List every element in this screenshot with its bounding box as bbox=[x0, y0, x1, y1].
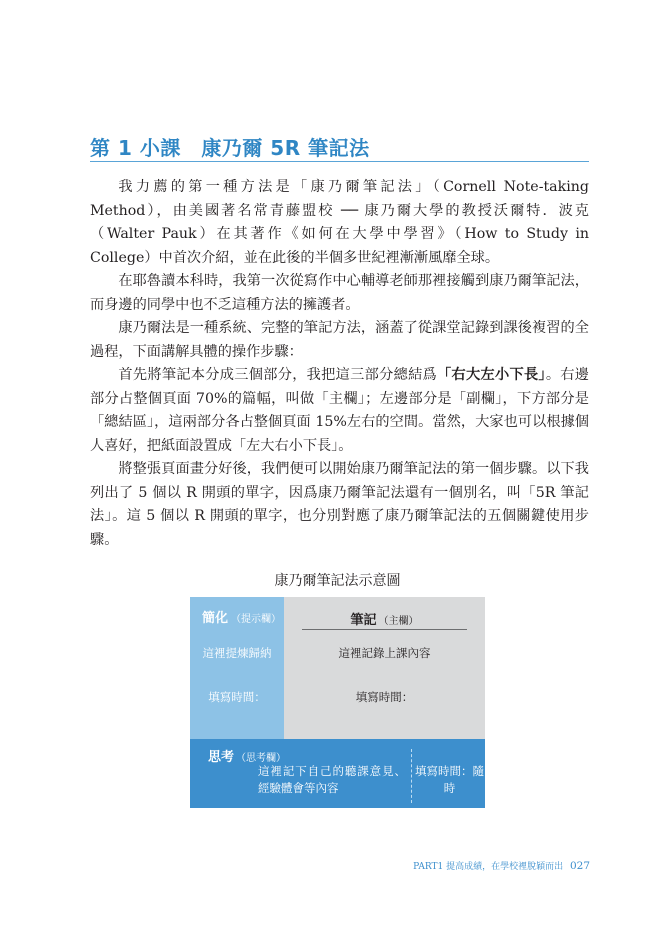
paragraph-3: 康乃爾法是一種系統、完整的筆記方法，涵蓋了從課堂記錄到課後複習的全過程，下面講解具體的操作步驟： bbox=[90, 320, 589, 360]
paragraph-2: 在耶魯讀本科時，我第一次從寫作中心輔導老師那裡接觸到康乃爾筆記法，而身邊的同學中也不乏這種方法的擁護者。 bbox=[90, 273, 589, 313]
summary-area bbox=[190, 739, 485, 808]
summary-text: 這裡記下自己的聽課意見、經驗體會等內容 bbox=[258, 764, 406, 795]
diagram-title: 康乃爾筆記法示意圖 bbox=[274, 573, 401, 589]
footer-part: PART1 bbox=[413, 862, 444, 872]
cue-time: 填寫時間： bbox=[208, 690, 266, 704]
paragraph-4-after: 。右邊部分占整個頁面 70%的篇幅，叫做「主欄」；左邊部分是「副欄」，下方部分是「總結區」，這兩部分各占整個頁面 15%左右的空間。當然，大家也可以根據個人喜好，把紙面設置成「左大右小下長」。 bbox=[90, 367, 589, 454]
paragraph-4-emphasis: 「右大左小下長」 bbox=[437, 367, 546, 383]
notes-title-text: 筆記 bbox=[350, 613, 377, 628]
heading-rule bbox=[90, 161, 589, 162]
body-text bbox=[90, 176, 589, 552]
lesson-heading: 第 1 小課 康乃爾 5R 筆記法 bbox=[90, 136, 370, 160]
notes-text: 這裡記錄上課內容 bbox=[338, 646, 431, 660]
notes-subtitle: （主欄） bbox=[378, 616, 419, 627]
page-number: 027 bbox=[569, 860, 590, 872]
footer-title: 提高成績，在學校裡脫穎而出 bbox=[446, 862, 564, 872]
cue-text: 這裡提煉歸納 bbox=[202, 646, 272, 660]
paragraph-4 bbox=[90, 364, 589, 458]
summary-divider bbox=[411, 749, 412, 803]
cue-title bbox=[202, 607, 281, 626]
summary-time: 填寫時間：隨時 bbox=[415, 764, 484, 795]
cornell-diagram bbox=[190, 597, 485, 808]
cue-column bbox=[190, 597, 284, 739]
paragraph-5: 將整張頁面畫分好後，我們便可以開始康乃爾筆記法的第一個步驟。以下我列出了 5 個以 R 開頭的單字，因爲康乃爾筆記法還有一個別名，叫「5R 筆記法」。這 5 個以 R 開頭的單字，也分別對應了康乃爾筆記法的五個關鍵使用步驟。 bbox=[90, 461, 589, 548]
summary-title-text: 思考 bbox=[208, 750, 235, 765]
notes-column bbox=[284, 597, 485, 739]
notes-title bbox=[284, 609, 485, 628]
paragraph-4-before: 首先將筆記本分成三個部分，我把這三部分總結爲 bbox=[118, 367, 438, 383]
summary-subtitle: （思考欄） bbox=[236, 753, 287, 764]
notes-time: 填寫時間： bbox=[355, 690, 414, 704]
cue-subtitle: （提示欄） bbox=[231, 614, 282, 625]
page-footer bbox=[390, 859, 590, 872]
paragraph-1: 我力薦的第一種方法是「康乃爾筆記法」（Cornell Note-taking Method），由美國著名常青藤盟校 ── 康乃爾大學的教授沃爾特．波克（Walter Pauk）在其著作《如何在大學中學習》（How to Study in College）中首次介紹，並在此後的半個多世紀裡漸漸風靡全球。 bbox=[90, 179, 589, 266]
notes-title-underline bbox=[302, 629, 467, 630]
cue-title-text: 簡化 bbox=[202, 611, 229, 626]
